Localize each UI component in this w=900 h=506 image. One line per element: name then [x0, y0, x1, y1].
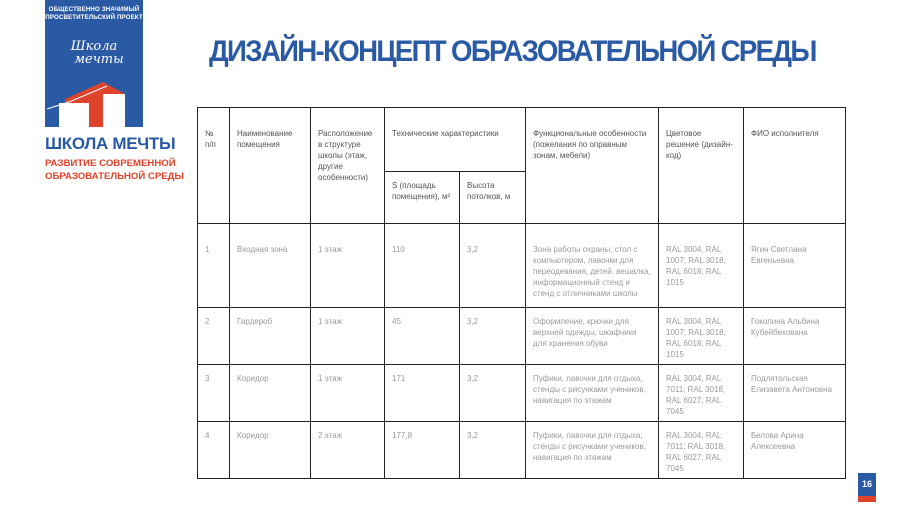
page-number — [858, 473, 876, 496]
header-location: Расположение в структуре школы (этаж, другие особенности) — [311, 108, 385, 224]
header-height: Высота потолков, м — [460, 172, 526, 224]
cell-color: RAL 3004, RAL 1007; RAL 3018, RAL 6018; RAL 1015 — [659, 308, 744, 365]
cell-floor: 1 этаж — [311, 308, 385, 365]
cell-floor: 1 этаж — [311, 224, 385, 308]
table-row — [198, 224, 846, 308]
page-number-accent — [858, 496, 876, 502]
cell-num: 1 — [198, 224, 230, 308]
cell-name: Гардероб — [230, 308, 311, 365]
cell-height: 3,2 — [460, 224, 526, 308]
cell-features: Пуфики, лавочки для отдыха, стенды с рисунками учеников, навигация по этажам — [526, 422, 659, 479]
cell-floor: 2 этаж — [311, 422, 385, 479]
logo-script — [45, 40, 143, 66]
header-color: Цветовое решение (дизайн-код) — [659, 108, 744, 224]
logo-script-line1: Школа — [70, 39, 118, 54]
cell-owner: Гоколина Альбина Кубейбекована — [744, 308, 846, 365]
brand-title: ШКОЛА МЕЧТЫ — [45, 134, 176, 153]
cell-color: RAL 3004, RAL 7011; RAL 3018, RAL 6027; RAL 7045 — [659, 422, 744, 479]
cell-name: Коридор — [230, 422, 311, 479]
table-row — [198, 422, 846, 479]
project-logo — [45, 0, 143, 127]
table-header-row — [198, 108, 846, 172]
cell-owner: Подлятольская Елизавета Антоновна — [744, 365, 846, 422]
cell-owner: Белова Арина Алексеевна — [744, 422, 846, 479]
header-owner: ФИО исполнителя — [744, 108, 846, 224]
page-title: ДИЗАЙН-КОНЦЕПТ ОБРАЗОВАТЕЛЬНОЙ СРЕДЫ — [209, 35, 816, 68]
cell-name: Коридор — [230, 365, 311, 422]
cell-features: Пуфики, лавочки для отдыха, стенды с рисунками учеников, навигация по этажам — [526, 365, 659, 422]
cell-name: Входная зона — [230, 224, 311, 308]
cell-owner: Ягин Светлана Евгеньевна — [744, 224, 846, 308]
cell-area: 45 — [385, 308, 460, 365]
cell-height: 3,2 — [460, 308, 526, 365]
page-number-label: 16 — [861, 479, 872, 489]
logo-tagline: ОБЩЕСТВЕННО ЗНАЧИМЫЙ ПРОСВЕТИТЕЛЬСКИЙ ПРОЕКТ — [45, 6, 143, 21]
cell-features: Зона работы охраны, стол с компьютером, лавочки для переодевания, детей, вешалка, информационный стенд и стенд с отличниками школы — [526, 224, 659, 308]
room-table — [197, 107, 846, 479]
header-features: Функциональные особенности (пожелания по оправным зонам, мебели) — [526, 108, 659, 224]
brand-subtitle: РАЗВИТИЕ СОВРЕМЕННОЙ ОБРАЗОВАТЕЛЬНОЙ СРЕДЫ — [45, 158, 184, 182]
cell-features: Оформление, крючки для верхней одежды, шкафчики для хранения обуви — [526, 308, 659, 365]
cell-num: 2 — [198, 308, 230, 365]
cell-area: 110 — [385, 224, 460, 308]
cell-area: 171 — [385, 365, 460, 422]
table-row — [198, 308, 846, 365]
header-area: S (площадь помещения), м² — [385, 172, 460, 224]
cell-area: 177,8 — [385, 422, 460, 479]
cell-num: 4 — [198, 422, 230, 479]
header-tech: Технические характеристики — [385, 108, 526, 172]
cell-floor: 1 этаж — [311, 365, 385, 422]
cell-num: 3 — [198, 365, 230, 422]
table-row — [198, 365, 846, 422]
school-building-icon — [45, 82, 143, 127]
cell-height: 3,2 — [460, 365, 526, 422]
header-num: № п/п — [198, 108, 230, 224]
cell-color: RAL 3004, RAL 7011; RAL 3018, RAL 6027; RAL 7045 — [659, 365, 744, 422]
cell-color: RAL 3004, RAL 1007; RAL 3018, RAL 6018; RAL 1015 — [659, 224, 744, 308]
logo-script-line2: мечты — [74, 52, 124, 67]
header-name: Наименование помещения — [230, 108, 311, 224]
cell-height: 3,2 — [460, 422, 526, 479]
